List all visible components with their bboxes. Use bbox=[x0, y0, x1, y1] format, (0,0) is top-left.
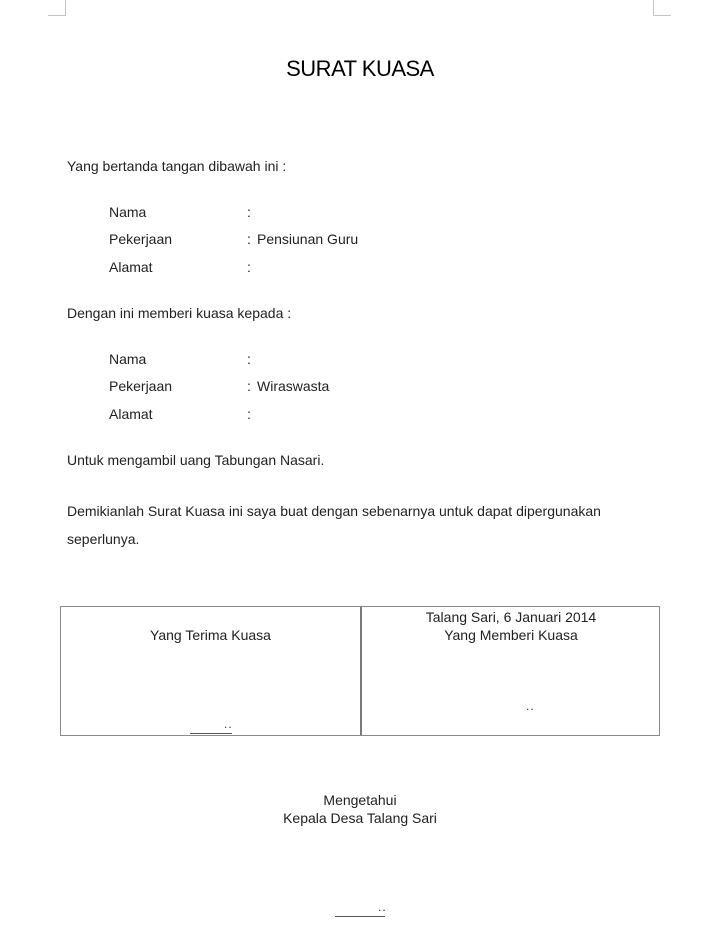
field-colon: : bbox=[247, 351, 251, 367]
village-head-signature-dots: .. bbox=[378, 900, 387, 914]
field-value: Wiraswasta bbox=[257, 378, 330, 394]
field-colon: : bbox=[247, 231, 251, 247]
place-date: Talang Sari, 6 Januari 2014 bbox=[425, 609, 597, 625]
page-corner-top-right bbox=[653, 0, 671, 16]
acknowledgement-line2: Kepala Desa Talang Sari bbox=[283, 810, 437, 826]
field-value: Pensiunan Guru bbox=[257, 231, 359, 247]
field-label: Pekerjaan bbox=[109, 378, 173, 394]
grantor-signature-dots: .. bbox=[526, 699, 535, 713]
signature-table bbox=[60, 606, 660, 736]
field-colon: : bbox=[247, 259, 251, 275]
grantee-signature-dots: .. bbox=[224, 717, 233, 731]
field-colon: : bbox=[247, 406, 251, 422]
grantee-signature-heading: Yang Terima Kuasa bbox=[150, 627, 271, 643]
field-label: Alamat bbox=[109, 406, 153, 422]
document-title: SURAT KUASA bbox=[286, 56, 434, 81]
signature-cell-grantee bbox=[61, 607, 360, 735]
closing-statement: Demikianlah Surat Kuasa ini saya buat dengan sebenarnya untuk dapat dipergunakan seperlunya. bbox=[67, 503, 601, 547]
intro-grantee: Dengan ini memberi kuasa kepada : bbox=[67, 305, 292, 321]
field-colon: : bbox=[247, 204, 251, 220]
field-label: Nama bbox=[109, 204, 147, 220]
page-corner-top-left bbox=[48, 0, 66, 16]
village-head-signature-line bbox=[335, 916, 385, 917]
grantee-signature-line bbox=[190, 733, 232, 734]
signature-cell-grantor bbox=[362, 607, 660, 735]
acknowledgement-line1: Mengetahui bbox=[323, 792, 397, 808]
intro-grantor: Yang bertanda tangan dibawah ini : bbox=[67, 158, 287, 174]
field-label: Alamat bbox=[109, 259, 153, 275]
field-colon: : bbox=[247, 378, 251, 394]
field-label: Nama bbox=[109, 351, 147, 367]
grantor-signature-heading: Yang Memberi Kuasa bbox=[444, 627, 578, 643]
field-label: Pekerjaan bbox=[109, 231, 173, 247]
acknowledgement-block bbox=[0, 791, 720, 827]
purpose-statement: Untuk mengambil uang Tabungan Nasari. bbox=[67, 452, 325, 468]
